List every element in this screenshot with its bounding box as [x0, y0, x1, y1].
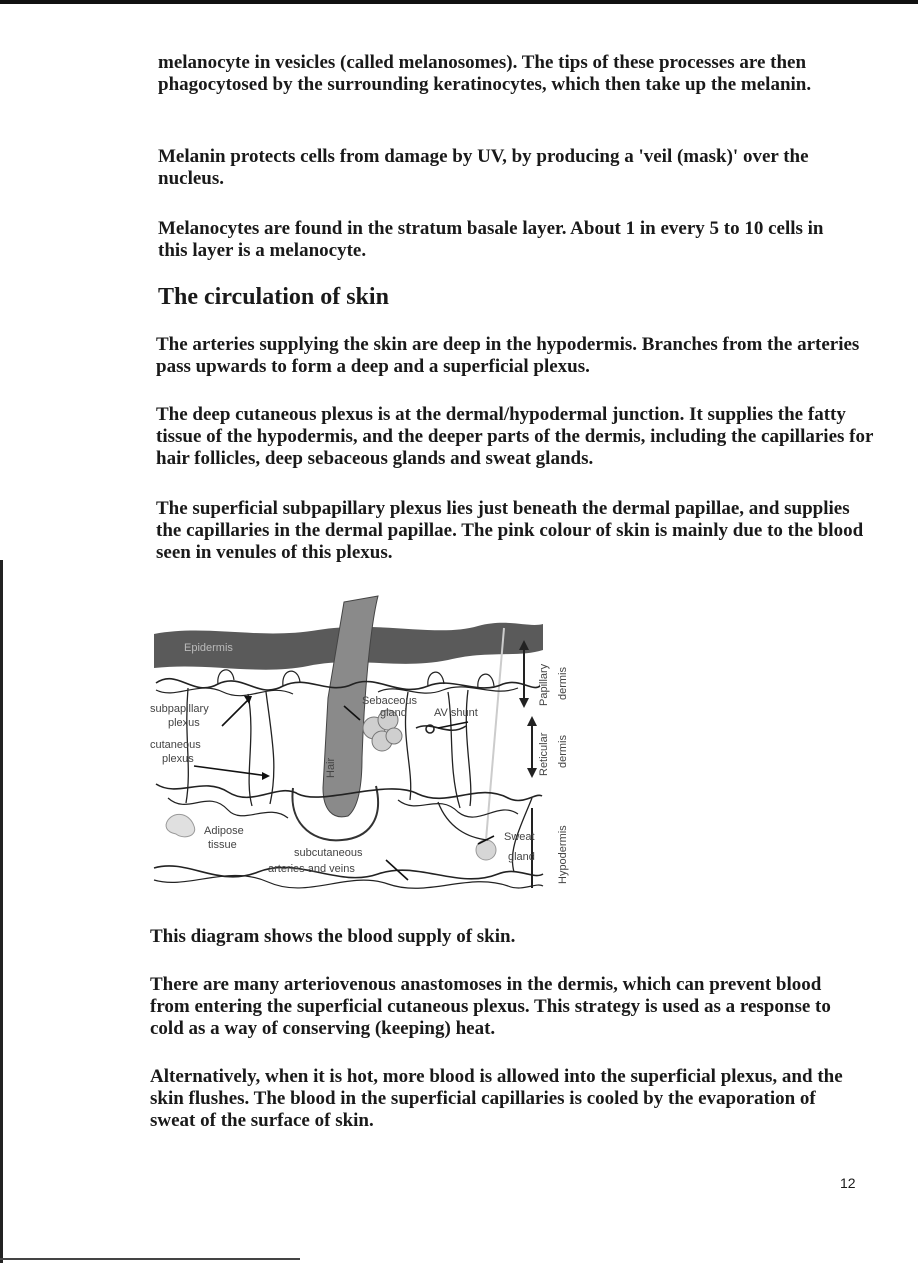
- label-epidermis: Epidermis: [184, 642, 233, 654]
- label-adipose-1: Adipose: [204, 825, 244, 837]
- label-subpapillary-2: plexus: [168, 717, 200, 729]
- label-subpapillary-1: subpapillary: [150, 703, 209, 715]
- paragraph-melanosomes: melanocyte in vesicles (called melanosomes). The tips of these processes are then phagocytosed by the surrounding keratinocytes, which then take up the melanin.: [158, 52, 812, 95]
- page-number: 12: [840, 1175, 856, 1191]
- label-av-shunt: AV shunt: [434, 707, 478, 719]
- paragraph-arteries: The arteries supplying the skin are deep in the hypodermis. Branches from the arteries pass upwards to form a deep and a superficial plexus.: [156, 334, 860, 377]
- paragraph-anastomoses: There are many arteriovenous anastomoses in the dermis, which can prevent blood from entering the superficial cutaneous plexus. This strategy is used as a response to cold as a way of conserving (keeping) heat.: [150, 974, 831, 1039]
- label-cutaneous-2: plexus: [162, 753, 194, 765]
- label-papillary-1: Papillary: [538, 663, 550, 706]
- paragraph-deep-plexus: The deep cutaneous plexus is at the dermal/hypodermal junction. It supplies the fatty tissue of the hypodermis, and the deeper parts of the dermis, including the capillaries for hair follicles, deep sebaceous glands and sweat glands.: [156, 404, 874, 469]
- label-adipose-2: tissue: [208, 839, 237, 851]
- paragraph-melanocytes: Melanocytes are found in the stratum basale layer. About 1 in every 5 to 10 cells in this layer is a melanocyte.: [158, 218, 824, 261]
- label-sweat-2: gland: [508, 851, 535, 863]
- paragraph-melanin-uv: Melanin protects cells from damage by UV, by producing a 'veil (mask)' over the nucleus.: [158, 146, 809, 189]
- label-papillary-2: dermis: [557, 666, 569, 700]
- label-sweat-1: Sweat: [504, 831, 535, 843]
- label-cutaneous-1: cutaneous: [150, 739, 201, 751]
- label-reticular-1: Reticular: [538, 732, 550, 776]
- diagram-caption: This diagram shows the blood supply of skin.: [150, 926, 516, 947]
- label-subcutaneous-2: arteries and veins: [268, 863, 355, 875]
- label-hair: Hair: [325, 757, 337, 778]
- scan-top-edge: [0, 0, 918, 4]
- paragraph-hot-flush: Alternatively, when it is hot, more blood is allowed into the superficial plexus, and the skin flushes. The blood in the superficial capillaries is cooled by the evaporation of sweat of the surface of skin.: [150, 1066, 843, 1131]
- scan-left-edge: [0, 560, 3, 1263]
- section-heading: The circulation of skin: [158, 284, 389, 310]
- label-hypodermis: Hypodermis: [557, 825, 569, 884]
- paragraph-superficial-plexus: The superficial subpapillary plexus lies just beneath the dermal papillae, and supplies the capillaries in the dermal papillae. The pink colour of skin is mainly due to the blood seen in venules of this plexus.: [156, 498, 864, 563]
- label-sebaceous-1: Sebaceous: [362, 695, 418, 707]
- label-reticular-2: dermis: [557, 734, 569, 768]
- label-subcutaneous-1: subcutaneous: [294, 847, 363, 859]
- label-sebaceous-2: gland: [380, 707, 407, 719]
- skin-blood-supply-diagram: [148, 588, 588, 908]
- scan-bottom-edge: [0, 1258, 300, 1260]
- adipose-tissue-blob: [166, 814, 195, 836]
